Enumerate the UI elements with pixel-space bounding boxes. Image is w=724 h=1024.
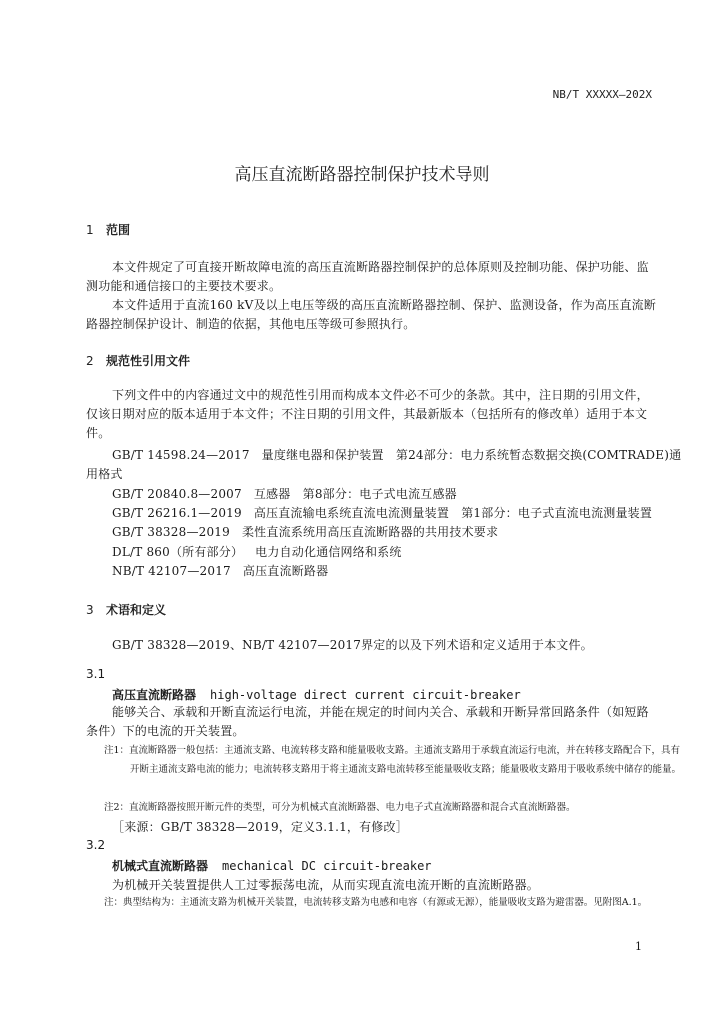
reference-title: 用格式 [86, 467, 123, 481]
term-heading [112, 686, 521, 703]
reference-title: 高压直流断路器 [242, 564, 329, 578]
term-english: mechanical DC circuit-breaker [222, 859, 432, 873]
term-chinese: 高压直流断路器 [112, 688, 197, 702]
term-note: 注：典型结构为：主通流支路为机械开关装置，电流转移支路为电感和电容（有源或无源），能量吸收支路为避雷器。见附图A.1。 [104, 897, 648, 908]
section-3-intro: GB/T 38328—2019、NB/T 42107—2017界定的以及下列术语和定义适用于本文件。 [112, 638, 593, 652]
reference-code: GB/T 38328—2019 [112, 525, 230, 539]
reference-code: DL/T 860（所有部分） [112, 545, 244, 559]
reference-title: 量度继电器和保护装置 第24部分：电力系统暂态数据交换(COMTRADE)通 [261, 448, 682, 462]
reference-code: GB/T 26216.1—2019 [112, 506, 242, 520]
section-3-heading [86, 601, 166, 618]
section-1-heading [86, 221, 130, 238]
section-number: 2 [86, 354, 94, 368]
reference-item [112, 446, 681, 463]
reference-item [112, 504, 652, 521]
reference-title: 柔性直流系统用高压直流断路器的共用技术要求 [241, 525, 499, 539]
reference-code: NB/T 42107—2017 [112, 564, 231, 578]
section-title: 术语和定义 [106, 603, 167, 617]
reference-item [112, 543, 402, 560]
section-1-paragraph-2: 本文件适用于直流160 kV及以上电压等级的高压直流断路器控制、保护、监测设备，作为高压直流断路器控制保护设计、制造的依据，其他电压等级可参照执行。 [86, 298, 657, 331]
term-number: 3.2 [86, 838, 106, 852]
reference-item-continued [86, 465, 123, 482]
section-title: 范围 [106, 223, 131, 237]
reference-item [112, 523, 498, 540]
reference-title: 高压直流输电系统直流电流测量装置 第1部分：电子式直流电流测量装置 [253, 506, 653, 520]
section-2-intro: 下列文件中的内容通过文中的规范性引用而构成本文件必不可少的条款。其中，注日期的引用文件，仅该日期对应的版本适用于本文件；不注日期的引用文件，其最新版本（包括所有的修改单）适用于本文件。 [86, 388, 649, 440]
reference-title: 互感器 第8部分：电子式电流互感器 [253, 487, 457, 501]
document-title: 高压直流断路器控制保护技术导则 [234, 165, 490, 185]
section-2-heading [86, 352, 190, 369]
section-number: 1 [86, 223, 94, 237]
term-english: high-voltage direct current circuit-breaker [210, 688, 521, 702]
term-heading [112, 857, 432, 874]
section-1-paragraph-1: 本文件规定了可直接开断故障电流的高压直流断路器控制保护的总体原则及控制功能、保护功能、监测功能和通信接口的主要技术要求。 [86, 260, 649, 293]
term-note-2: 注2：直流断路器按照开断元件的类型，可分为机械式直流断路器、电力电子式直流断路器和混合式直流断路器。 [104, 802, 576, 813]
reference-code: GB/T 20840.8—2007 [112, 487, 242, 501]
term-definition: 能够关合、承载和开断直流运行电流，并能在规定的时间内关合、承载和开断异常回路条件（如短路条件）下的电流的开关装置。 [86, 705, 649, 738]
term-chinese: 机械式直流断路器 [112, 859, 209, 873]
standard-code: NB/T XXXXX—202X [552, 88, 652, 101]
reference-code: GB/T 14598.24—2017 [112, 448, 250, 462]
term-number: 3.1 [86, 667, 106, 681]
page-number: 1 [635, 940, 642, 953]
term-note-1: 注1：直流断路器一般包括：主通流支路、电流转移支路和能量吸收支路。主通流支路用于承载直流运行电流，并在转移支路配合下，具有开断主通流支路电流的能力；电流转移支路用于将主通流支路电流转移至能量吸收支路；能量吸收支路用于吸收系统中储存的能量。 [104, 745, 682, 775]
reference-title: 电力自动化通信网络和系统 [255, 545, 402, 559]
term-definition: 为机械开关装置提供人工过零振荡电流，从而实现直流电流开断的直流断路器。 [112, 878, 540, 892]
section-title: 规范性引用文件 [106, 354, 191, 368]
term-source: ［来源：GB/T 38328—2019，定义3.1.1，有修改］ [112, 820, 408, 834]
reference-item [112, 562, 328, 579]
section-number: 3 [86, 603, 94, 617]
reference-item [112, 485, 457, 502]
